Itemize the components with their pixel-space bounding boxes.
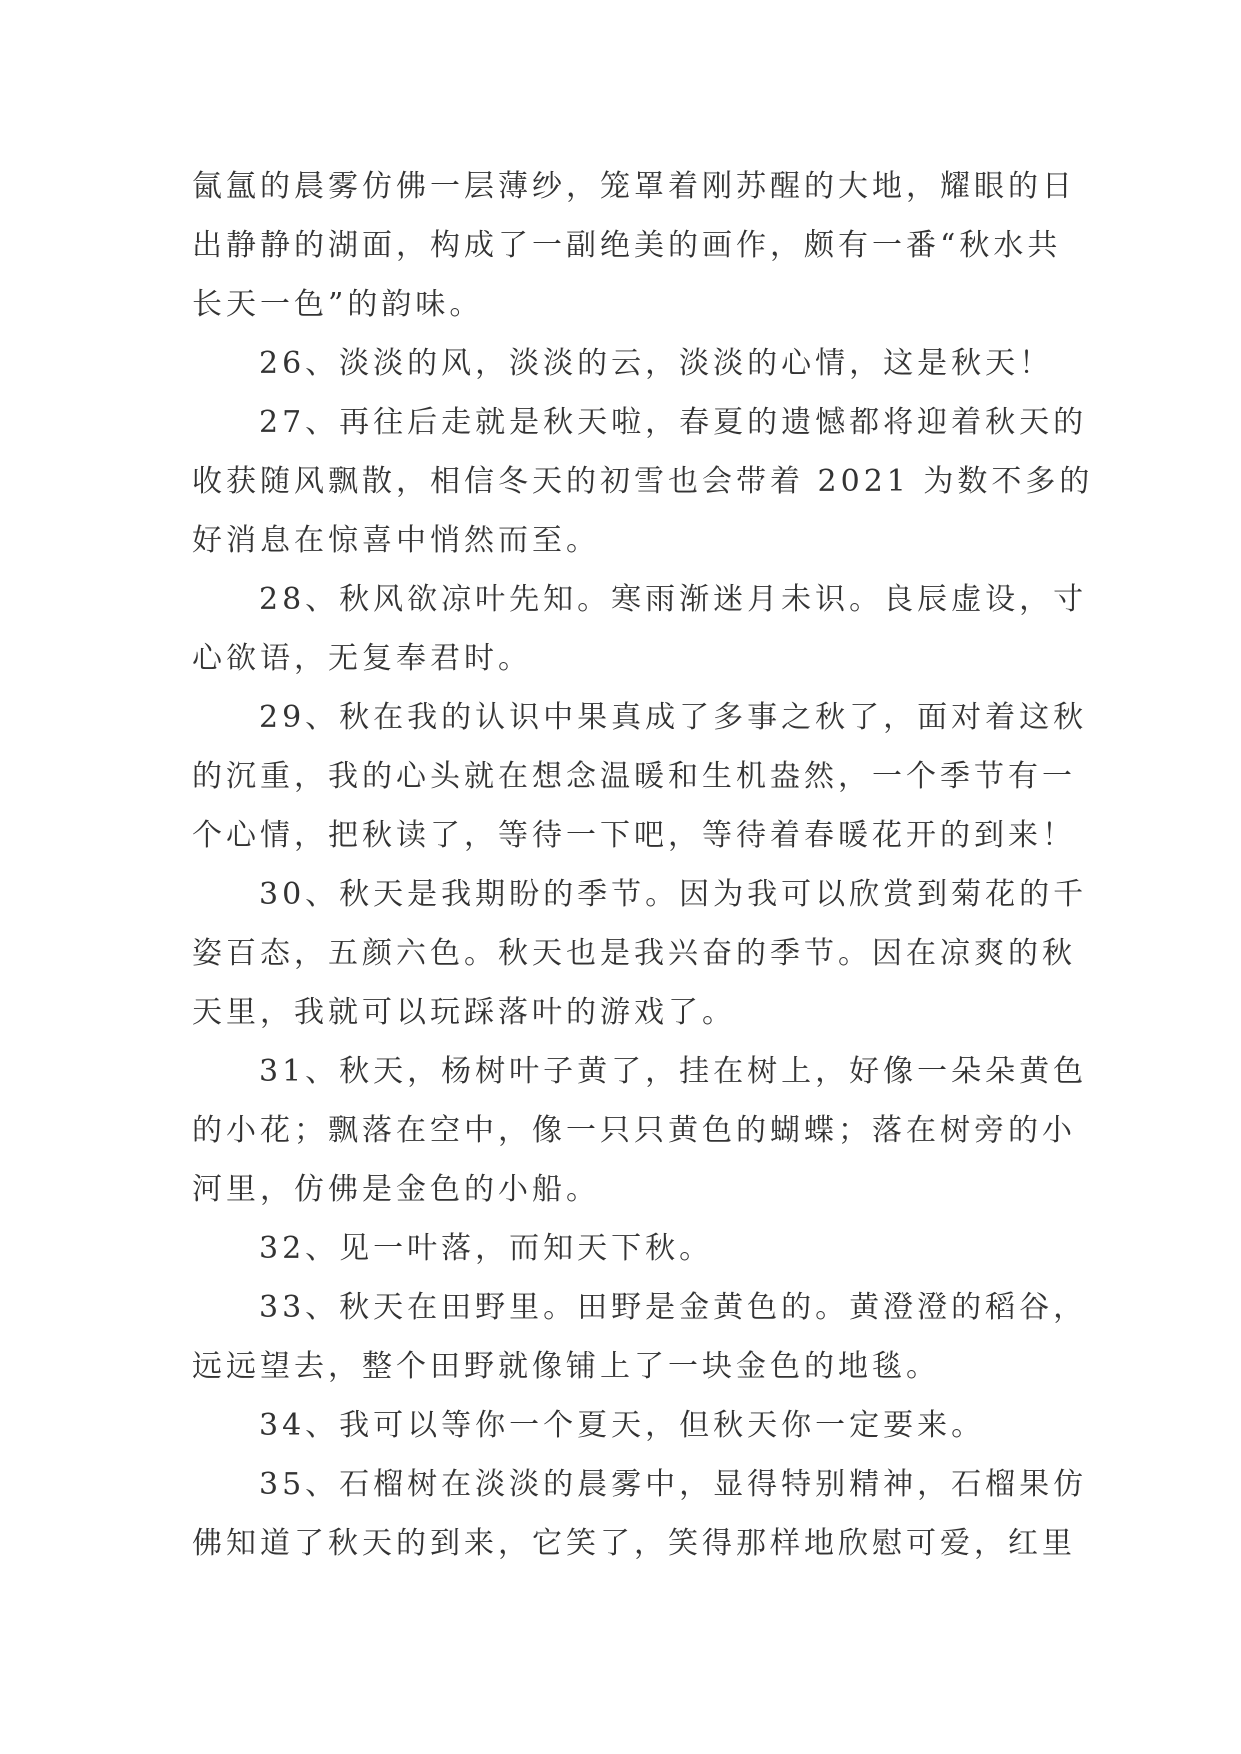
paragraph-32: 32、见一叶落，而知天下秋。 bbox=[259, 1231, 714, 1266]
text-line: 氤氲的晨雾仿佛一层薄纱，笼罩着刚苏醒的大地，耀眼的日 bbox=[192, 169, 1076, 204]
paragraph-28: 28、秋风欲凉叶先知。寒雨渐迷月未识。良辰虚设，寸 bbox=[259, 582, 1088, 617]
text-line: 佛知道了秋天的到来，它笑了，笑得那样地欣慰可爱，红里 bbox=[192, 1526, 1076, 1561]
text-line: 河里，仿佛是金色的小船。 bbox=[192, 1172, 600, 1207]
document-body bbox=[192, 157, 1094, 1573]
text-line: 的沉重，我的心头就在想念温暖和生机盎然，一个季节有一 bbox=[192, 759, 1076, 794]
text-line: 出静静的湖面，构成了一副绝美的画作，颇有一番“秋水共 bbox=[192, 228, 1062, 263]
paragraph-33: 33、秋天在田野里。田野是金黄色的。黄澄澄的稻谷， bbox=[259, 1290, 1088, 1325]
text-line: 天里，我就可以玩踩落叶的游戏了。 bbox=[192, 995, 736, 1030]
paragraph-29: 29、秋在我的认识中果真成了多事之秋了，面对着这秋 bbox=[259, 700, 1088, 735]
text-line: 长天一色”的韵味。 bbox=[192, 287, 484, 322]
text-line: 姿百态，五颜六色。秋天也是我兴奋的季节。因在凉爽的秋 bbox=[192, 936, 1076, 971]
paragraph-35: 35、石榴树在淡淡的晨雾中，显得特别精神，石榴果仿 bbox=[259, 1467, 1088, 1502]
text-line: 远远望去，整个田野就像铺上了一块金色的地毯。 bbox=[192, 1349, 940, 1384]
paragraph-26: 26、淡淡的风，淡淡的云，淡淡的心情，这是秋天！ bbox=[259, 346, 1054, 381]
paragraph-34: 34、我可以等你一个夏天，但秋天你一定要来。 bbox=[259, 1408, 986, 1443]
paragraph-30: 30、秋天是我期盼的季节。因为我可以欣赏到菊花的千 bbox=[259, 877, 1088, 912]
paragraph-27: 27、再往后走就是秋天啦，春夏的遗憾都将迎着秋天的 bbox=[259, 405, 1088, 440]
text-line: 个心情，把秋读了，等待一下吧，等待着春暖花开的到来！ bbox=[192, 818, 1076, 853]
text-line: 的小花；飘落在空中，像一只只黄色的蝴蝶；落在树旁的小 bbox=[192, 1113, 1076, 1148]
text-line: 心欲语，无复奉君时。 bbox=[192, 641, 532, 676]
text-line: 好消息在惊喜中悄然而至。 bbox=[192, 523, 600, 558]
paragraph-31: 31、秋天，杨树叶子黄了，挂在树上，好像一朵朵黄色 bbox=[259, 1054, 1088, 1089]
text-line: 收获随风飘散，相信冬天的初雪也会带着 2021 为数不多的 bbox=[192, 464, 1094, 499]
